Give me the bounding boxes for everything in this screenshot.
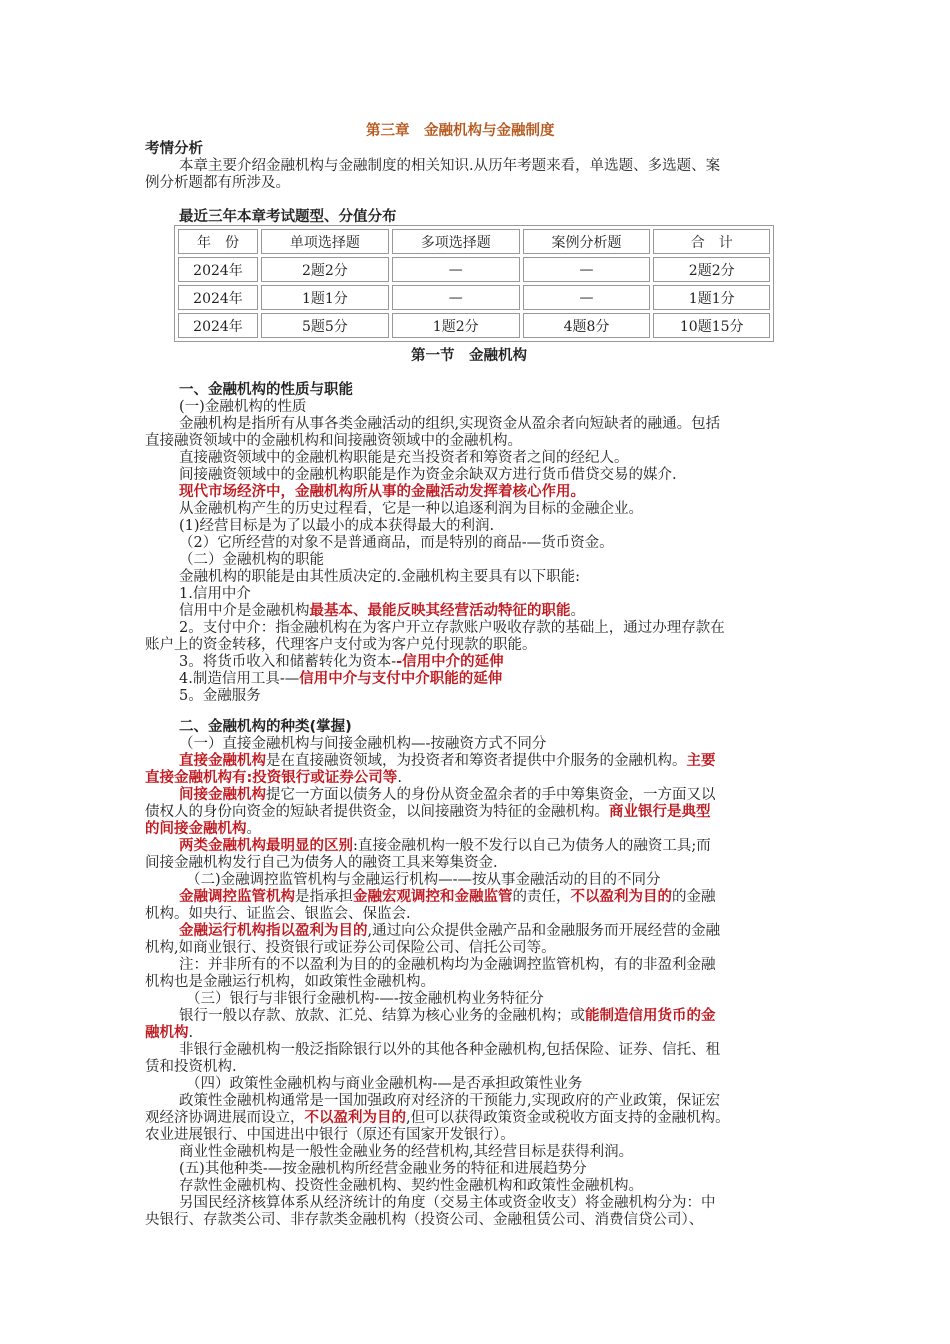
text-line [145,1025,193,1042]
table-cell: 1题2分 [392,313,520,338]
text-segment: 4.制造信用工具-— [179,671,300,687]
text-line [179,671,502,688]
text-segment: 的责任， [512,889,571,905]
text-line: 注：并非所有的不以盈利为目的的金融机构均为金融调控监管机构，有的非盈利金融 [179,957,716,973]
text-line [145,770,402,787]
text-line: （四）政策性金融机构与商业金融机构-—是否承担政策性业务 [186,1076,583,1092]
highlight-segment: 间接金融机构 [179,787,266,803]
analysis-text-line: 例分析题都有所涉及。 [145,175,290,191]
highlight-segment: 直接金融机构 [179,753,266,769]
highlight-segment: 融机构 [145,1025,189,1041]
table-cell: — [523,285,651,310]
part2-heading: 二、金融机构的种类(掌握) [179,719,352,735]
table-cell: — [392,285,520,310]
table-row [178,257,770,282]
text-line: (一)金融机构的性质 [179,399,307,415]
table-cell: 2024年 [178,285,258,310]
text-segment: 。 [570,603,585,619]
highlight-segment: 的间接金融机构 [145,821,247,837]
text-segment: 是在直接融资领域，为投资者和筹资者提供中介服务的金融机构。 [266,753,687,769]
text-line: 政策性金融机构通常是一国加强政府对经济的干预能力,实现政府的产业政策，保证宏 [179,1093,721,1109]
highlight-segment: 金融调控监管机构 [179,889,295,905]
text-line [179,923,720,940]
text-line: （2）它所经营的对象不是普通商品，而是特别的商品-—货币资金。 [179,535,614,551]
text-segment: 观经济协调进展而设立， [145,1110,305,1126]
text-line: 金融机构是指所有从事各类金融活动的组织,实现资金从盈余者向短缺者的融通。包括 [179,416,721,432]
text-line: 非银行金融机构一般泛指除银行以外的其他各种金融机构,包括保险、证券、信托、租 [179,1042,721,1058]
highlight-segment: 直接金融机构有:投资银行或证券公司等 [145,770,398,786]
text-line [179,654,504,671]
text-line: 账户上的资金转移，代理客户支付或为客户兑付现款的职能。 [145,637,537,653]
table-caption: 最近三年本章考试题型、分值分布 [179,209,397,225]
table-cell: 2024年 [178,257,258,282]
table-cell: 4题8分 [523,313,651,338]
text-segment: :直接金融机构一般不发行以自己为债务人的融资工具;而 [353,838,711,854]
text-line [179,838,711,855]
highlight-segment: 不以盈利为目的 [304,1110,406,1126]
text-line: 央银行、存款类公司、非存款类金融机构（投资公司、金融租赁公司、消费信贷公司）、 [145,1212,704,1228]
text-line: 直接融资领域中的金融机构和间接融资领域中的金融机构。 [145,433,522,449]
highlight-segment: 主要 [686,753,716,769]
text-line: 5。金融服务 [179,688,261,704]
table-header-cell: 多项选择题 [392,229,520,254]
table-header-cell: 案例分析题 [523,229,651,254]
text-segment: 银行一般以存款、放款、汇兑、结算为核心业务的金融机构；或 [179,1008,585,1024]
text-line: 农业进展银行、中国进出中银行（原还有国家开发银行）。 [145,1127,515,1143]
text-line [179,889,716,906]
highlight-segment: 两类金融机构最明显的区别 [179,838,353,854]
section-title: 第一节 金融机构 [411,348,527,364]
table-cell: 5题5分 [261,313,389,338]
table-header-cell: 年 份 [178,229,258,254]
text-line [179,1008,716,1025]
analysis-heading: 考情分析 [145,141,203,157]
analysis-text-line: 本章主要介绍金融机构与金融制度的相关知识.从历年考题来看，单选题、多选题、案 [179,158,721,174]
highlight-line: 现代市场经济中，金融机构所从事的金融活动发挥着核心作用。 [179,484,585,500]
text-line: 2。支付中介：指金融机构在为客户开立存款账户吸收存款的基础上，通过办理存款在 [179,620,725,636]
text-line: 商业性金融机构是一般性金融业务的经营机构,其经营目标是获得利润。 [179,1144,634,1160]
text-line: (五)其他种类-—按金融机构所经营金融业务的特征和进展趋势分 [179,1161,587,1177]
table-cell: 10题15分 [653,313,770,338]
text-line: 1.信用中介 [179,586,251,602]
text-line [179,753,716,770]
text-line: 间接金融机构发行自己为债务人的融资工具来筹集资金. [145,855,498,871]
part1-heading: 一、金融机构的性质与职能 [179,382,353,398]
table-cell: — [523,257,651,282]
text-line: （三）银行与非银行金融机构-—-按金融机构业务特征分 [186,991,544,1007]
text-segment: 3。将货币收入和储蓄转化为资本- [179,654,397,670]
table-cell: 1题1分 [653,285,770,310]
highlight-segment: 金融宏观调控和金融监管 [353,889,513,905]
text-segment: 信用中介是金融机构 [179,603,310,619]
text-line: 机构,如商业银行、投资银行或证券公司保险公司、信托公司等。 [145,940,556,956]
table-cell: 1题1分 [261,285,389,310]
text-line: （一）直接金融机构与间接金融机构—-按融资方式不同分 [179,736,547,752]
text-line [179,603,585,620]
text-segment: 。 [246,821,261,837]
text-segment: . [188,1025,194,1041]
text-segment: 债权人的身份向资金的短缺者提供资金，以间接融资为特征的金融机构。 [145,804,609,820]
text-segment: 的金融 [672,889,716,905]
text-line: 赁和投资机构. [145,1059,237,1075]
highlight-segment: 金融运行机构指以盈利为目的 [179,923,368,939]
highlight-segment: 信用中介与支付中介职能的延伸 [299,671,503,687]
text-line: （二）金融机构的职能 [179,552,324,568]
text-line [145,1110,730,1127]
table-header-cell: 合 计 [653,229,770,254]
table-cell: — [392,257,520,282]
score-distribution-table [174,225,774,342]
text-line: 另国民经济核算体系从经济统计的角度（交易主体或资金收支）将金融机构分为：中 [179,1195,716,1211]
text-line: 金融机构的职能是由其性质决定的.金融机构主要具有以下职能: [179,569,580,585]
text-line [145,804,711,821]
text-line: 机构也是金融运行机构，如政策性金融机构。 [145,974,435,990]
text-line: 从金融机构产生的历史过程看，它是一种以追逐利润为目标的金融企业。 [179,501,643,517]
highlight-segment: 商业银行是典型 [609,804,711,820]
table-cell: 2题2分 [261,257,389,282]
text-line: （二)金融调控监管机构与金融运行机构—-—按从事金融活动的目的不同分 [186,872,661,888]
text-segment: 是指承担 [295,889,353,905]
text-segment: . [397,770,402,786]
text-line: 直接融资领域中的金融机构职能是充当投资者和筹资者之间的经纪人。 [179,450,629,466]
table-cell: 2024年 [178,313,258,338]
table-cell: 2题2分 [653,257,770,282]
table-row [178,313,770,338]
text-line: (1)经营目标是为了以最小的成本获得最大的利润. [179,518,495,534]
table-row [178,285,770,310]
highlight-segment: 能制造信用货币的金 [585,1008,716,1024]
table-header-row [178,229,770,254]
table-header-cell: 单项选择题 [261,229,389,254]
text-segment: 提它一方面以债务人的身份从资金盈余者的手中筹集资金，一方面又以 [266,787,716,803]
text-segment: ,通过向公众提供金融产品和金融服务而开展经营的金融 [367,923,721,939]
text-line: 间接融资领域中的金融机构职能是作为资金余缺双方进行货币借贷交易的媒介. [179,467,677,483]
chapter-title: 第三章 金融机构与金融制度 [366,123,555,139]
text-line [179,787,716,804]
highlight-segment: 不以盈利为目的 [570,889,672,905]
text-segment: ,但可以获得政策资金或税收方面支持的金融机构。 [406,1110,730,1126]
highlight-segment: 最基本、最能反映其经营活动特征的职能 [309,603,571,619]
text-line [145,821,261,838]
text-line: 存款性金融机构、投资性金融机构、契约性金融机构和政策性金融机构。 [179,1178,643,1194]
highlight-segment: -信用中介的延伸 [396,654,504,670]
text-line: 机构。如央行、证监会、银监会、保监会. [145,906,411,922]
